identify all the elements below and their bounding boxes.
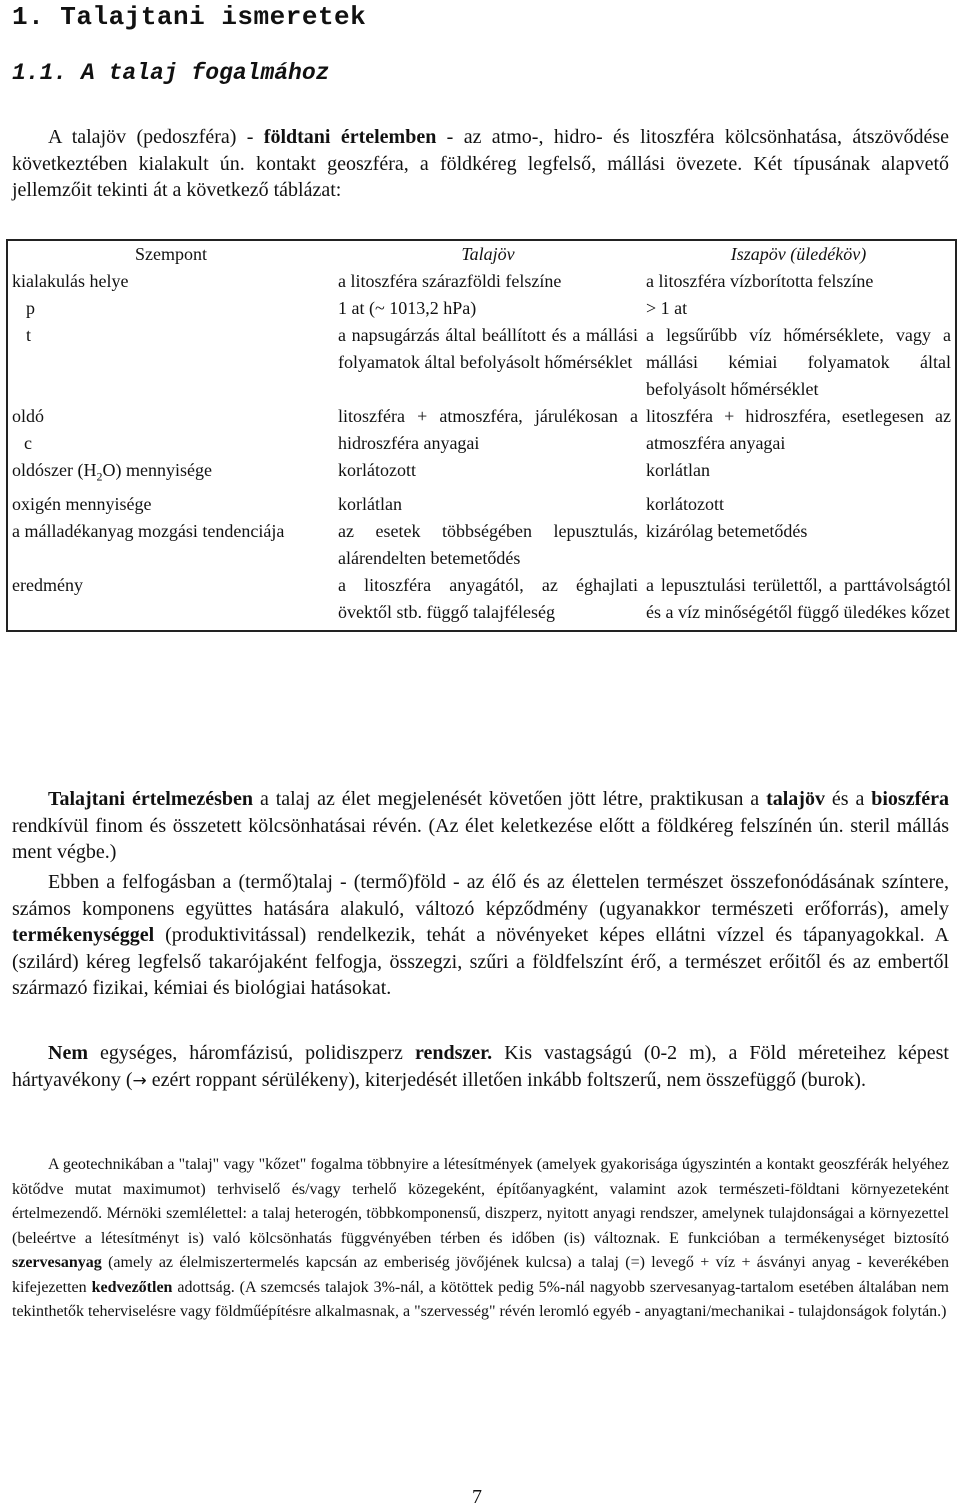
comparison-table — [6, 239, 957, 632]
paragraph-soil-definition: Talajtani értelmezésben a talaj az élet megjelenését követően jött létre, praktikusan a talajöv és a bioszféra rendkívül finom és összetett kölcsönhatásai révén. (Az élet keletkezése előtt a földkéreg felszínén ún. steril mállás ment végbe.) — [12, 788, 950, 863]
table-cell: t — [26, 325, 32, 345]
table-cell: a lepusztulási területtől, a parttávolságtól és a víz minőségétől függő üledékes kőzet — [646, 574, 951, 622]
table-cell: litoszféra + atmoszféra, járulékosan a hidroszféra anyagai — [338, 406, 638, 453]
header-cell: Iszapöv (üledéköv) — [730, 244, 867, 264]
table-cell: litoszféra + hidroszféra, esetlegesen az atmoszféra anyagai — [646, 406, 951, 453]
table-cell: a litoszféra szárazföldi felszíne — [338, 271, 562, 291]
intro-paragraph: A talajöv (pedoszféra) - földtani értelemben - az atmo-, hidro- és litoszféra kölcsönhatása, átszövődése következtében kialakult ún. kontakt geoszféra, a földkéreg legfelső, mállási övezete. Két típusának alapvető jellemzőit tekinti át a következő táblázat: — [12, 126, 949, 201]
paragraph-geotechnics: A geotechnikában a "talaj" vagy "kőzet" fogalma többnyire a létesítmények (amelyek gyakorisága úgyszintén a kontakt geoszférák helyéhez kötődve mutat maximumot) terhviselő és/vagy terhelő közegeként, építőanyagként, valamint azok természeti-földtani környezeteként értelmezendő. Mérnöki szemlélettel: a talaj heterogén, többkomponensű, diszperz, nyitott anyagi rendszer, amelynek tulajdonságai a környezettel (beleértve a létesítményt is) való kölcsönhatás függvényében térben és időben (is) változnak. E funkcióban a termékenységet biztosító szervesanyag (amely az élelmiszertermelés kapcsán az emberiség jövőjének kulcsa) a talaj (=) levegő + víz + ásványi anyag - keverékében kifejezetten kedvezőtlen adottság. (A szemcsés talajok 3%-nál, a kötöttek pedig 5%-nál nagyobb szervesanyag-tartalom esetében általában nem tekinthetők teherviselésre vagy földműépítésre alkalmasnak, a "szervesség" révén leromló egyéb - anyagtani/mechanikai - tulajdonságok folytán.) — [12, 1156, 950, 1320]
table-row — [7, 457, 956, 491]
table-row — [7, 518, 956, 572]
paragraph-soil-system: Nem egységes, háromfázisú, polidiszperz rendszer. Kis vastagságú (0-2 m), a Föld méreteihez képest hártyavékony (→ ezért roppant sérülékeny), kiterjedését illetően inkább foltszerű, nem összefüggő (burok). — [12, 1042, 949, 1091]
paragraph-soil-concept: Ebben a felfogásban a (termő)talaj - (termő)föld - az élő és az élettelen természet összefonódásának színtere, számos komponens együttes hatására alakuló, változó képződmény (ugyanakkor természeti erőforrás), amely termékenységgel (produktivitással) rendelkezik, tehát a növényeket képes ellátni vízzel és tápanyagokkal. A (szilárd) kéreg legfelső takarójaként felfogja, összegzi, szűri a földfelszínt érő, a természet erőitől és az embertől származó fizikai, kémiai és biológiai hatásokat. — [12, 871, 949, 999]
table-cell: a litoszféra vízborította felszíne — [646, 271, 874, 291]
table-cell: oldó c — [12, 406, 45, 453]
table-cell: kizárólag betemetődés — [646, 520, 808, 541]
table-cell: a litoszféra anyagától, az éghajlati övektől stb. függő talajféleség — [338, 574, 638, 622]
table-cell: oxigén mennyisége — [12, 493, 152, 514]
section-heading: 1.1. A talaj fogalmához — [12, 60, 330, 86]
table-cell: a legsűrűbb víz hőmérséklete, vagy a mállási kémiai folyamatok által befolyásolt hőmérséklet — [646, 325, 951, 399]
table-row — [7, 403, 956, 457]
table-header-row — [7, 240, 956, 268]
table-cell: kialakulás helye — [12, 271, 129, 291]
table-row — [7, 268, 956, 295]
table-row — [7, 491, 956, 518]
table-row — [7, 572, 956, 631]
table-row — [7, 295, 956, 322]
table-cell: korlátozott — [646, 493, 724, 514]
table-cell: korlátozott — [338, 460, 416, 480]
header-cell: Talajöv — [461, 244, 515, 264]
page-number: 7 — [472, 1486, 482, 1508]
table-cell: korlátlan — [338, 493, 402, 514]
table-cell: > 1 at — [646, 298, 688, 318]
table-row — [7, 322, 956, 403]
table-cell: a málladékanyag mozgási tendenciája — [12, 520, 285, 541]
chapter-heading: 1. Talajtani ismeretek — [12, 2, 367, 32]
table-cell: eredmény — [12, 574, 83, 595]
table-cell: 1 at (~ 1013,2 hPa) — [338, 298, 477, 318]
table-cell: oldószer $(H_2O)$ mennyisége — [12, 460, 212, 484]
header-cell: Szempont — [135, 244, 207, 264]
table-cell: az esetek többségében lepusztulás, alárendelten betemetődés — [338, 520, 638, 568]
arrow-icon: → — [132, 1070, 147, 1091]
table-cell: p — [26, 298, 35, 318]
table-cell: a napsugárzás által beállított és a mállási folyamatok által befolyásolt hőmérséklet — [338, 325, 638, 372]
table-cell: korlátlan — [646, 460, 710, 480]
